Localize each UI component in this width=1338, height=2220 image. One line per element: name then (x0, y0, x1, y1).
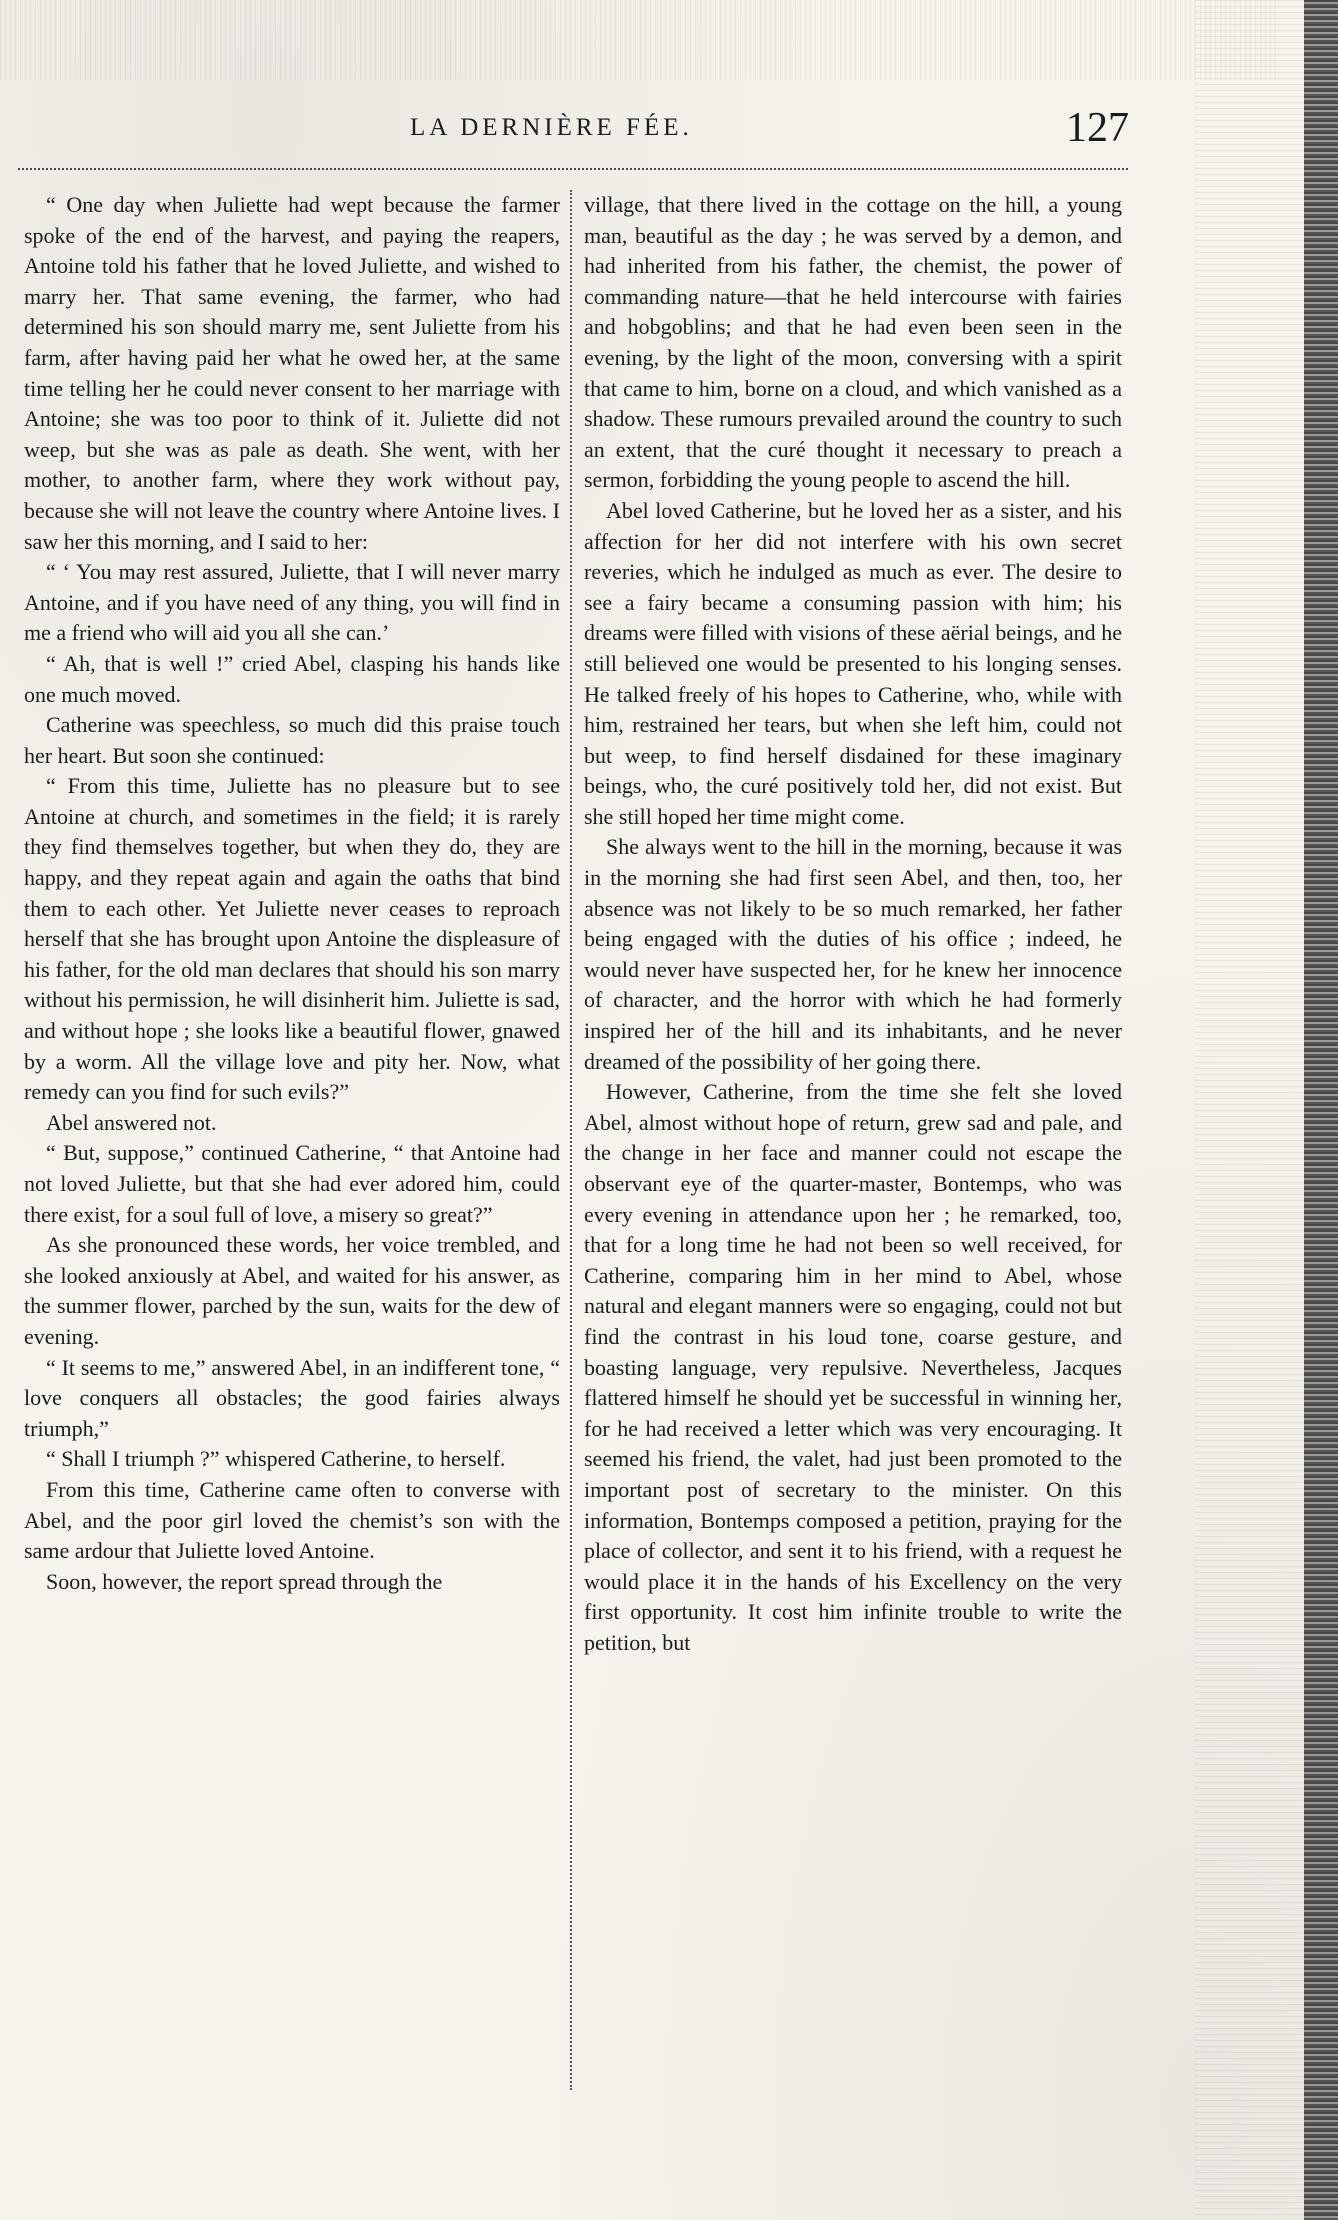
paragraph: “ From this time, Juliette has no pleasure but to see Antoine at church, and sometimes in the field; it is rarely they find themselves together, but when they do, they are happy, and they repeat again and again the oaths that bind them to each other. Yet Juliette never ceases to reproach herself that she has brought upon Antoine the displeasure of his father, for the old man declares that should his son marry without his permission, he will disinherit him. Juliette is sad, and without hope ; she looks like a beautiful flower, gnawed by a worm. All the village love and pity her. Now, what remedy can you find for such evils?” (24, 773, 560, 1105)
left-column (24, 190, 560, 1597)
paragraph: “ It seems to me,” answered Abel, in an indifferent tone, “ love conquers all obstacles; the good fairies always triumph,” (24, 1354, 560, 1441)
paragraph: As she pronounced these words, her voice trembled, and she looked anxiously at Abel, and waited for his answer, as the summer flower, parched by the sun, waits for the dew of evening. (24, 1232, 560, 1349)
paragraph: From this time, Catherine came often to converse with Abel, and the poor girl loved the chemist’s son with the same ardour that Juliette loved Antoine. (24, 1476, 560, 1564)
paragraph: Soon, however, the report spread through the (46, 1568, 443, 1594)
page-number: 127 (1066, 105, 1129, 151)
paragraph: “ Shall I triumph ?” whispered Catherine, to herself. (46, 1446, 506, 1472)
paragraph: Abel loved Catherine, but he loved her as a sister, and his affection for her did not interfere with his own secret reveries, which he indulged as much as ever. The desire to see a fairy became a consuming passion with him; his dreams were filled with visions of these aërial beings, and he still believed one would be presented to his longing senses. He talked freely of his hopes to Catherine, who, while with him, restrained her tears, but when she left him, could not but weep, to find herself disdained for these imaginary beings, who, the curé positively told her, did not exist. But she still hoped her time might come. (584, 497, 1122, 829)
gutter-shadow (1194, 0, 1304, 2220)
page-edge (1304, 0, 1338, 2220)
right-column (584, 190, 1122, 1659)
show-through-texture (0, 0, 1280, 80)
paragraph: “ Ah, that is well !” cried Abel, clasping his hands like one much moved. (24, 650, 560, 707)
column-divider (570, 190, 572, 2090)
paragraph: “ ‘ You may rest assured, Juliette, that I will never marry Antoine, and if you have need of any thing, you will find in me a friend who will aid you all she can.’ (24, 559, 560, 646)
paragraph: “ One day when Juliette had wept because the farmer spoke of the end of the harvest, and paying the reapers, Antoine told his father that he loved Juliette, and wished to marry her. That same evening, the farmer, who had determined his son should marry me, sent Juliette from his farm, after having paid her what he owed her, at the same time telling her he could never consent to her marriage with Antoine; she was too poor to think of it. Juliette did not weep, but she was as pale as death. She went, with her mother, to another farm, where they work without pay, because she will not leave the country where Antoine lives. I saw her this morning, and I said to her: (24, 192, 560, 554)
paragraph: However, Catherine, from the time she felt she loved Abel, almost without hope of return, grew sad and pale, and the change in her face and manner could not escape the observant eye of the quarter-master, Bontemps, who was every evening in attendance upon her ; he remarked, too, that for a long time he had not been so well received, for Catherine, comparing him in her mind to Abel, whose natural and elegant manners were so engaging, could not but find the contrast in his loud tone, coarse gesture, and boasting language, very repulsive. Nevertheless, Jacques flattered himself he should yet be successful in winning her, for he had received a letter which was very encouraging. It seemed his friend, the valet, had just been promoted to the important post of secretary to the minister. On this information, Bontemps composed a petition, praying for the place of collector, and sent it to his friend, with a request he would place it in the hands of his Excellency on the very first opportunity. It cost him infinite trouble to write the petition, but (584, 1079, 1122, 1655)
paragraph: Catherine was speechless, so much did this praise touch her heart. But soon she continued: (24, 712, 560, 768)
header-rule (18, 168, 1128, 170)
paragraph: Abel answered not. (46, 1109, 217, 1135)
paragraph: village, that there lived in the cottage on the hill, a young man, beautiful as the day ; he was served by a demon, and had inherited from his father, the chemist, the power of commanding nature—that he held intercourse with fairies and hobgoblins; and that he had even been seen in the evening, by the light of the moon, conversing with a spirit that came to him, borne on a cloud, and which vanished as a shadow. These rumours prevailed around the country to such an extent, that the curé thought it necessary to preach a sermon, forbidding the young people to ascend the hill. (584, 192, 1122, 493)
paragraph: She always went to the hill in the morning, because it was in the morning she had first seen Abel, and then, too, her absence was not likely to be so much remarked, her father being engaged with the duties of his office ; indeed, he would never have suspected her, for he knew her innocence of character, and the horror with which he had formerly inspired her of the hill and its inhabitants, and he never dreamed of the possibility of her going there. (584, 834, 1122, 1074)
paragraph: “ But, suppose,” continued Catherine, “ that Antoine had not loved Juliette, but that she had ever adored him, could there exist, for a soul full of love, a misery so great?” (24, 1140, 560, 1227)
running-title: LA DERNIÈRE FÉE. (410, 114, 693, 141)
